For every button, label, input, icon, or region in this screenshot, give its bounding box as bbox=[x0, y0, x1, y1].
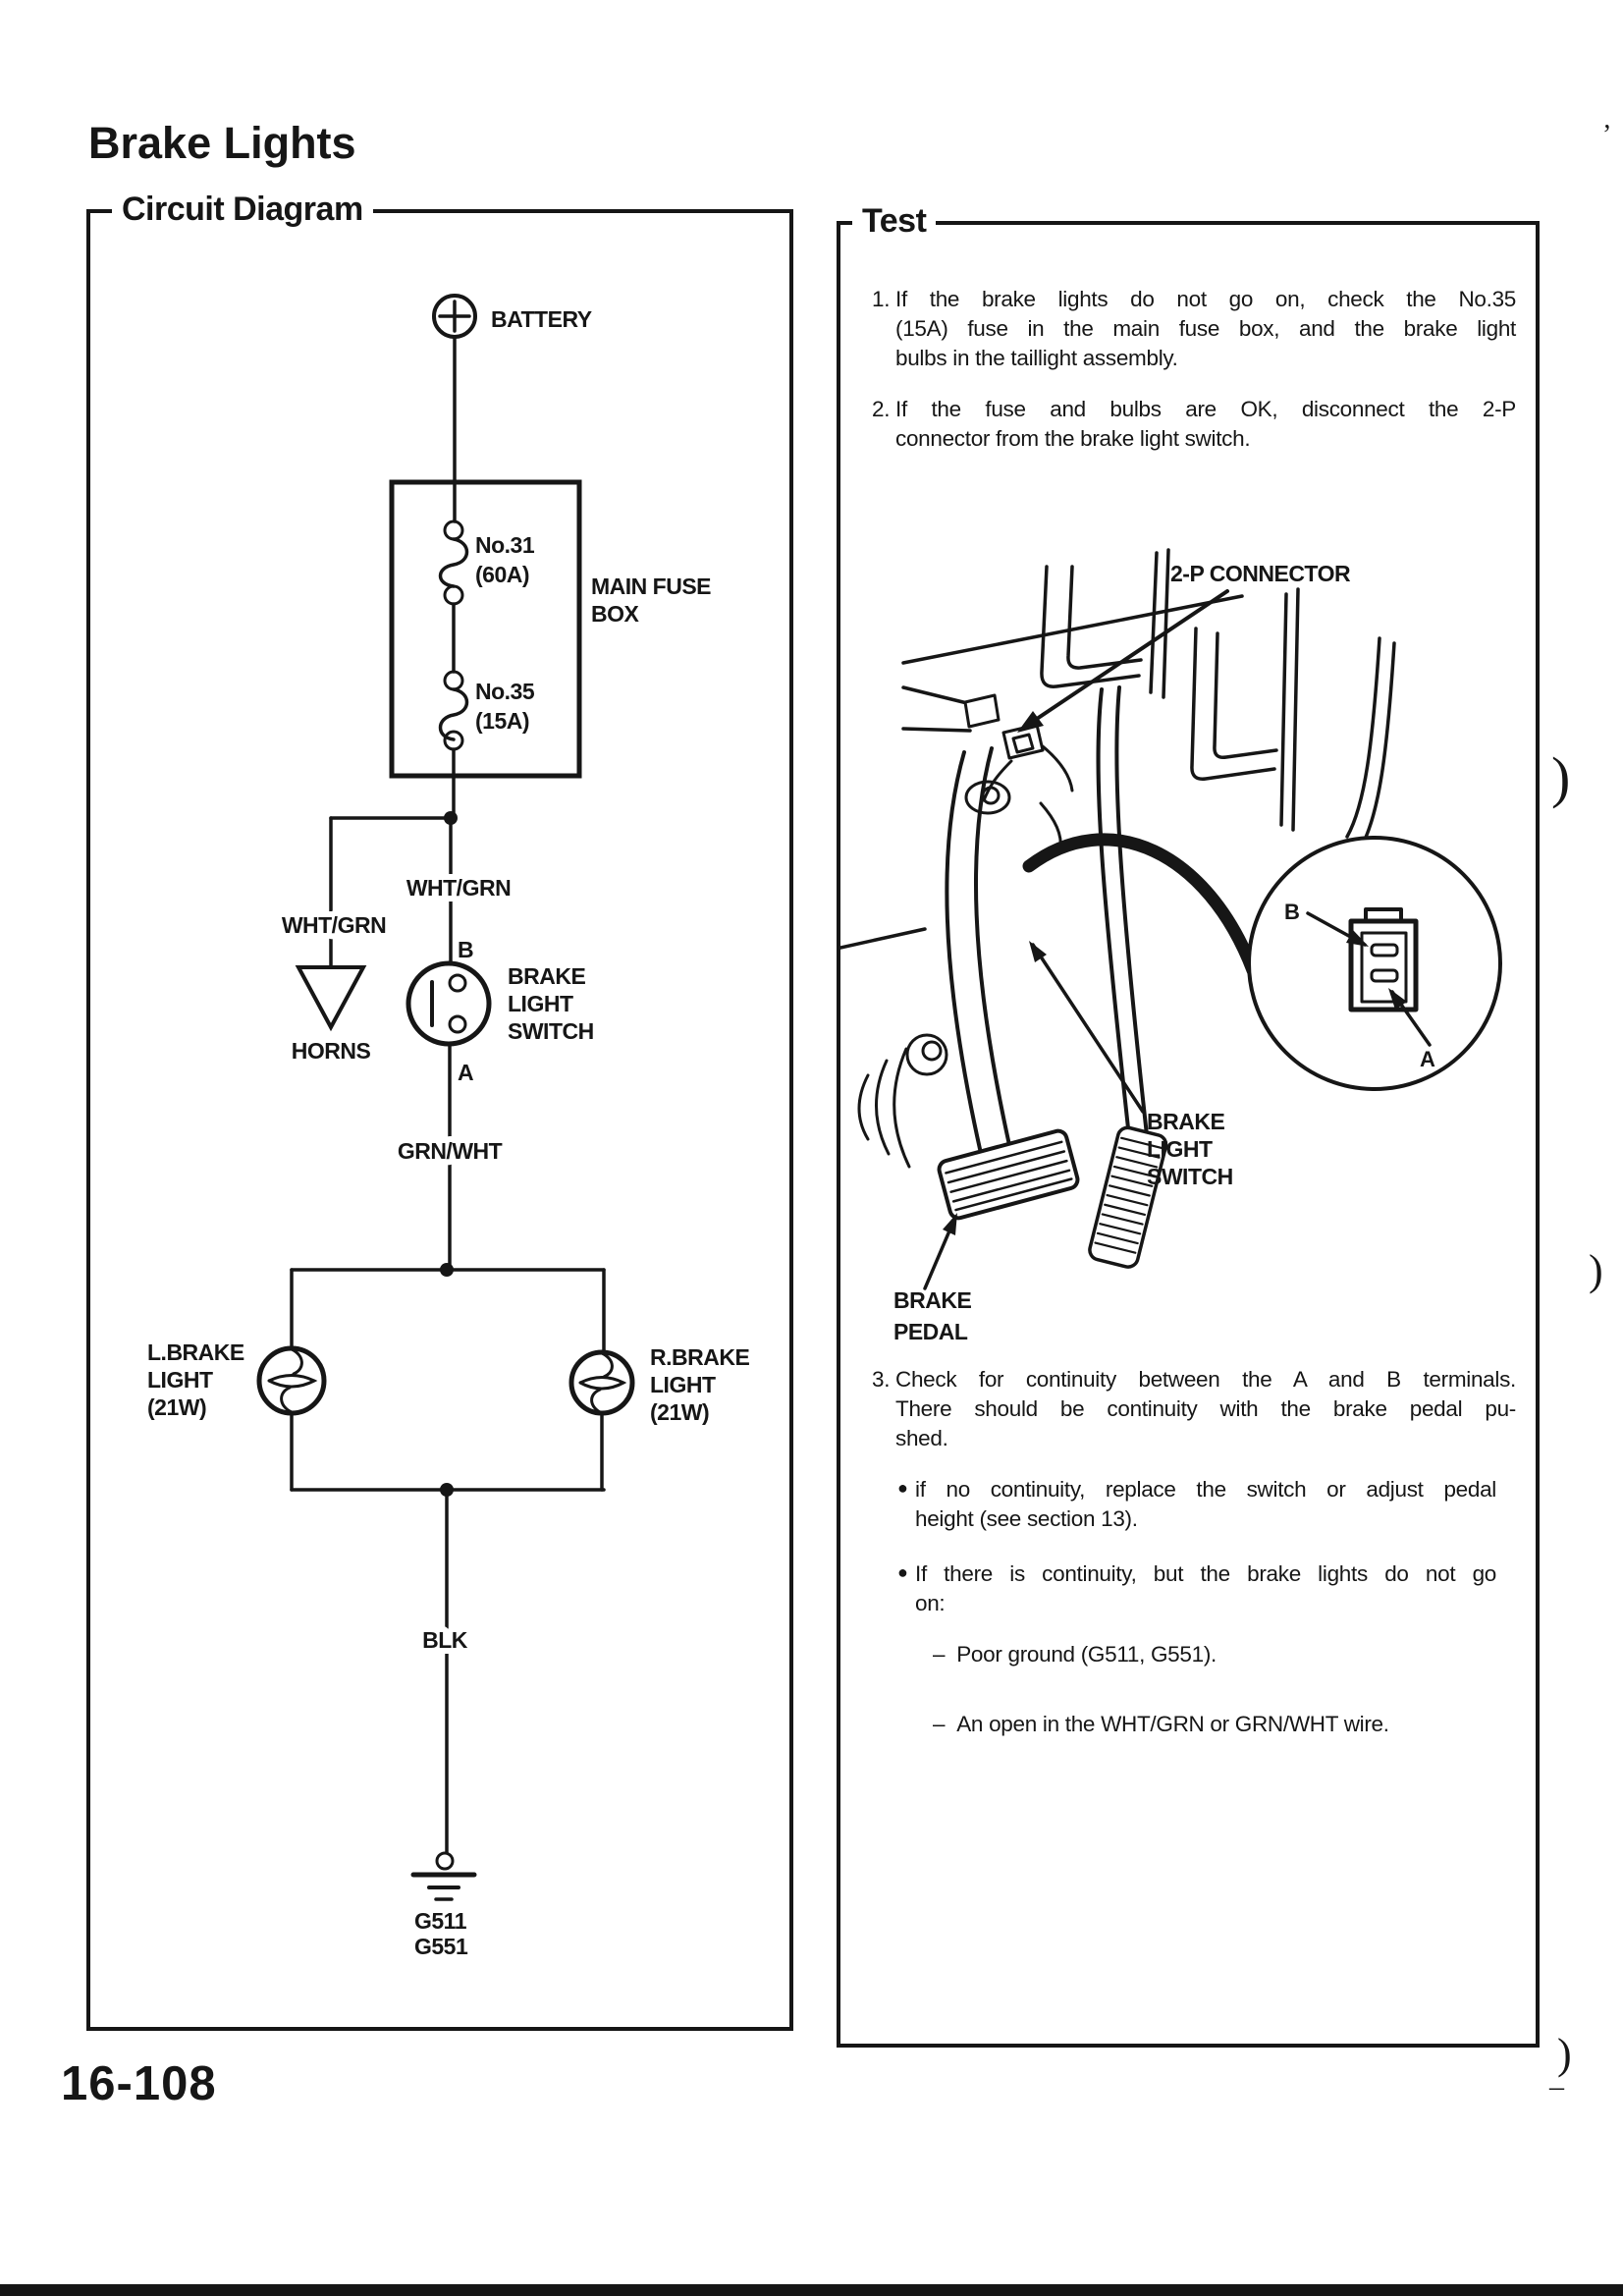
fuse2-name: No.35 bbox=[475, 679, 535, 704]
dash-icon: – bbox=[933, 1642, 946, 1667]
right-bulb-label-line3: (21W) bbox=[650, 1399, 710, 1425]
scan-artifact: ) bbox=[1557, 2030, 1572, 2078]
scan-artifact: ’ bbox=[1602, 120, 1612, 150]
ground-id-1: G511 bbox=[414, 1908, 466, 1934]
magnifier-swoosh bbox=[1029, 840, 1253, 970]
test-dash-2 bbox=[933, 1710, 1389, 1739]
scan-artifact: ) bbox=[1589, 1246, 1603, 1294]
fuse1-rating: (60A) bbox=[475, 562, 530, 587]
right-bulb-symbol bbox=[571, 1352, 632, 1413]
left-bulb-symbol bbox=[259, 1348, 324, 1413]
switch-callout-line1: BRAKE bbox=[1147, 1109, 1225, 1134]
step-line: (15A) fuse in the main fuse box, and the brake light bbox=[895, 316, 1516, 341]
page-number: 16-108 bbox=[61, 2057, 217, 2110]
page-title: Brake Lights bbox=[88, 118, 356, 168]
fuse-no35 bbox=[441, 672, 467, 749]
right-bulb-label-line1: R.BRAKE bbox=[650, 1344, 750, 1370]
connector-inset bbox=[1249, 838, 1500, 1089]
circuit-diagram bbox=[90, 213, 789, 2027]
dash-icon: – bbox=[933, 1712, 946, 1736]
horns-label: HORNS bbox=[291, 1038, 371, 1064]
scan-artifact: ) bbox=[1551, 745, 1571, 809]
brake-light-switch-symbol bbox=[408, 963, 489, 1044]
battery-label: BATTERY bbox=[491, 306, 592, 332]
step-number: 1. bbox=[872, 287, 891, 311]
fuse1-name: No.31 bbox=[475, 532, 535, 558]
switch-callout-line3: SWITCH bbox=[1147, 1164, 1233, 1189]
bullet-line: height (see section 13). bbox=[915, 1506, 1138, 1531]
connector-callout-line bbox=[1025, 591, 1227, 727]
test-dash-1 bbox=[933, 1640, 1217, 1669]
fuse-no31 bbox=[441, 521, 467, 604]
step-line: shed. bbox=[895, 1426, 948, 1450]
wires bbox=[292, 337, 604, 1853]
pedal-callout-line2: PEDAL bbox=[893, 1319, 968, 1344]
ground-id-2: G551 bbox=[414, 1934, 468, 1959]
step-number: 2. bbox=[872, 397, 891, 421]
wire-label-blk: BLK bbox=[422, 1627, 467, 1653]
scan-artifact: – bbox=[1549, 2070, 1564, 2103]
step-number: 3. bbox=[872, 1367, 891, 1392]
step-line: If the brake lights do not go on, check the No.35 bbox=[895, 287, 1516, 311]
page-bottom-edge bbox=[0, 2284, 1623, 2296]
pedal-arms bbox=[947, 687, 1147, 1149]
step-line: Check for continuity between the A and B terminals. bbox=[895, 1367, 1516, 1392]
switch-label-line3: SWITCH bbox=[508, 1018, 594, 1044]
right-bulb-label-line2: LIGHT bbox=[650, 1372, 716, 1397]
switch-callout-line2: LIGHT bbox=[1147, 1136, 1213, 1162]
step-line: If the fuse and bulbs are OK, disconnect the 2-P bbox=[895, 397, 1516, 421]
horns-symbol bbox=[298, 967, 363, 1027]
dash-text: Poor ground (G511, G551). bbox=[956, 1642, 1217, 1667]
pedal-callout-line1: BRAKE bbox=[893, 1287, 972, 1313]
fuse2-rating: (15A) bbox=[475, 708, 530, 734]
wire-label-wht-grn-main: WHT/GRN bbox=[406, 875, 512, 901]
terminal-a-label: A bbox=[458, 1060, 474, 1085]
bullet-icon: ● bbox=[897, 1562, 908, 1582]
bullet-line: If there is continuity, but the brake lights do not go bbox=[915, 1561, 1496, 1586]
left-bulb-label-line3: (21W) bbox=[147, 1394, 207, 1420]
left-bulb-label-line2: LIGHT bbox=[147, 1367, 213, 1393]
pedal-callout-arrowhead bbox=[943, 1213, 957, 1235]
left-bulb-label-line1: L.BRAKE bbox=[147, 1339, 244, 1365]
connector-callout-label: 2-P CONNECTOR bbox=[1170, 561, 1351, 586]
switch-label-line2: LIGHT bbox=[508, 991, 573, 1016]
bullet-icon: ● bbox=[897, 1478, 908, 1498]
dash-text: An open in the WHT/GRN or GRN/WHT wire. bbox=[956, 1712, 1389, 1736]
ground-symbol bbox=[413, 1853, 474, 1899]
bracket-arcs bbox=[859, 1035, 947, 1167]
pedal-illustration bbox=[840, 498, 1536, 1362]
test-panel-title: Test bbox=[852, 202, 936, 240]
step-line: bulbs in the taillight assembly. bbox=[895, 346, 1178, 370]
fuse-box-label-line2: BOX bbox=[591, 601, 639, 627]
battery-symbol bbox=[434, 296, 475, 337]
wire-label-grn-wht: GRN/WHT bbox=[397, 1138, 503, 1164]
switch-label-line1: BRAKE bbox=[508, 963, 586, 989]
step-line: There should be continuity with the brake pedal pu- bbox=[895, 1396, 1516, 1421]
bullet-line: if no continuity, replace the switch or adjust pedal bbox=[915, 1477, 1496, 1502]
brake-pedal-pad bbox=[938, 1129, 1080, 1221]
wire-label-wht-grn-branch: WHT/GRN bbox=[281, 912, 387, 938]
circuit-panel-title: Circuit Diagram bbox=[112, 191, 373, 228]
switch-callout-line bbox=[1033, 945, 1143, 1112]
fuse-box-label-line1: MAIN FUSE bbox=[591, 574, 711, 599]
terminal-b-label: B bbox=[458, 937, 474, 962]
inset-terminal-b: B bbox=[1284, 900, 1300, 924]
step-line: connector from the brake light switch. bbox=[895, 426, 1251, 451]
inset-terminal-a: A bbox=[1420, 1047, 1435, 1071]
bullet-line: on: bbox=[915, 1591, 946, 1615]
